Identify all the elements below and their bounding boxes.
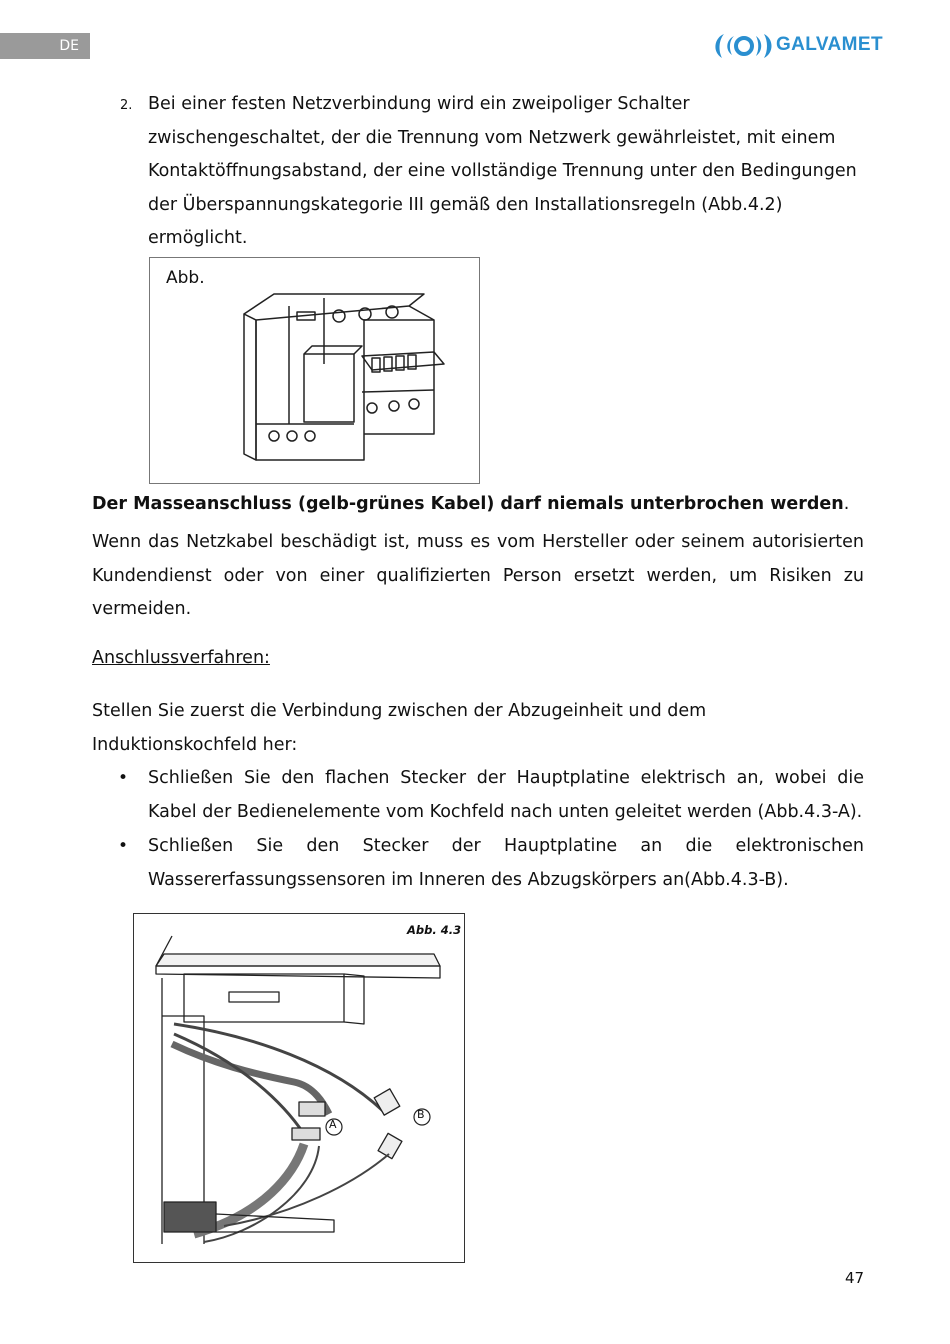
list-item-text: Schließen Sie den flachen Stecker der Hauptplatine elektrisch an, wobei die Kabel der Bedienelemente vom Kochfeld nach unten geleitet werden (Abb.4.3-A). [148,768,864,822]
brand-name: GALVAMET [776,34,883,55]
cable-paragraph: Wenn das Netzkabel beschädigt ist, muss es vom Hersteller oder seinem autorisierten Kundendienst oder von einer qualifizierten Person ersetzt werden, um Risiken zu vermeiden. [92,532,864,619]
intro-paragraph: Stellen Sie zuerst die Verbindung zwischen der Abzugeinheit und dem Induktionskochfeld her: [92,701,707,755]
language-label: DE [59,38,79,54]
circuit-breaker-illustration [234,284,454,464]
list-item [92,761,864,829]
figure-caption: Abb. 4.3 [407,923,462,937]
numbered-item-2 [120,88,865,256]
list-item-text: Schließen Sie den Stecker der Hauptplatine an die elektronischen Wassererfassungssensoren im Inneren des Abzugskörpers an(Abb.4.3-B). [148,836,864,890]
ground-warning [92,494,849,514]
brand-logo [710,26,910,66]
connection-illustration [134,914,464,1262]
figure-breaker [149,257,480,484]
figure-caption: Abb. [166,268,205,288]
callout-label-b: B [417,1108,425,1121]
bullet-icon: • [118,836,129,856]
warning-text: Der Masseanschluss (gelb-grünes Kabel) darf niemals unterbrochen werden [92,494,844,514]
figure-connection [133,913,465,1263]
section-heading: Anschlussverfahren: [92,648,270,668]
bullet-icon: • [118,768,129,788]
warning-period: . [843,494,850,514]
list-item [92,829,864,897]
page-number: 47 [845,1269,865,1287]
galvamet-logo-icon [710,26,774,66]
bullet-list [92,761,864,897]
item-text: Bei einer festen Netzverbindung wird ein zweipoliger Schalter zwischengeschaltet, der die Trennung vom Netzwerk gewährleistet, mit einem Kontaktöffnungsabstand, der eine vollständige Trennung unter den Bedingungen der Überspannungskategorie III gemäß den Installationsregeln (Abb.4.2) ermöglicht. [148,94,857,249]
language-tab [0,33,90,59]
item-number: 2. [120,98,133,113]
callout-label-a: A [329,1118,337,1131]
